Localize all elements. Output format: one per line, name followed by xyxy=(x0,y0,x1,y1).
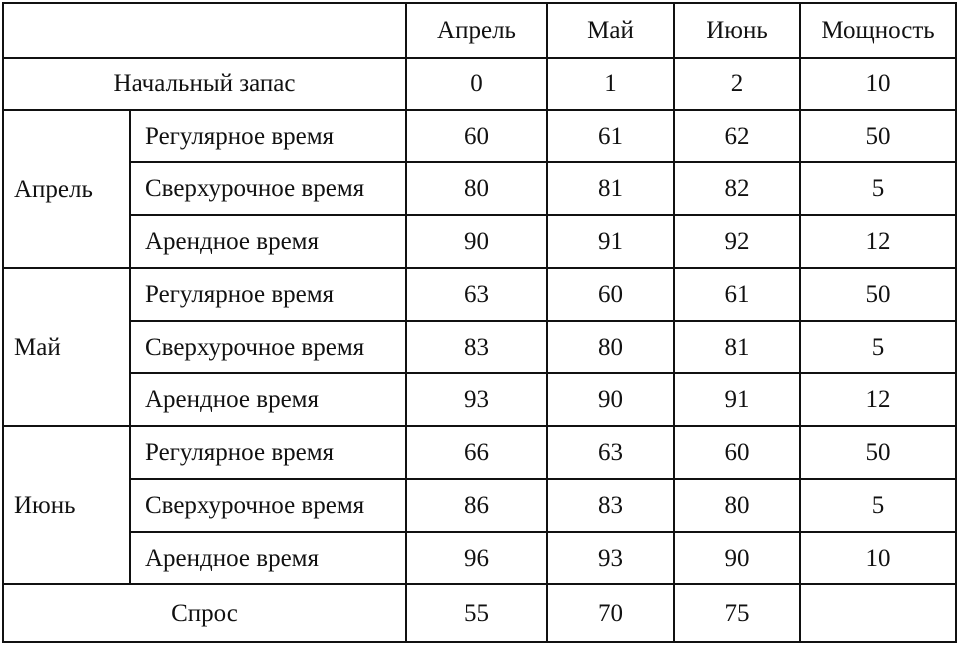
column-header-capacity: Мощность xyxy=(800,3,956,58)
table-cell: 90 xyxy=(674,532,800,584)
table-cell: 70 xyxy=(547,584,674,642)
row-type-label: Арендное время xyxy=(130,532,406,584)
table-cell: 5 xyxy=(800,162,956,214)
table-cell: 1 xyxy=(547,58,674,110)
table-cell: 63 xyxy=(547,426,674,480)
table-cell: 83 xyxy=(406,321,547,373)
initial-stock-row xyxy=(3,58,956,110)
table-cell: 81 xyxy=(547,162,674,214)
table-row xyxy=(3,110,956,162)
table-cell: 90 xyxy=(547,373,674,425)
column-header-may: Май xyxy=(547,3,674,58)
table-cell: 63 xyxy=(406,268,547,320)
table-cell: 5 xyxy=(800,479,956,531)
table-cell xyxy=(800,584,956,642)
table-cell: 2 xyxy=(674,58,800,110)
table-cell: 5 xyxy=(800,321,956,373)
period-label-june: Июнь xyxy=(3,426,130,584)
table-cell: 93 xyxy=(406,373,547,425)
table-cell: 81 xyxy=(674,321,800,373)
table-cell: 80 xyxy=(674,479,800,531)
table-cell: 12 xyxy=(800,215,956,269)
table-cell: 80 xyxy=(406,162,547,214)
transport-cost-table xyxy=(2,2,957,643)
table-cell: 12 xyxy=(800,373,956,425)
table-row xyxy=(3,479,956,531)
column-header-april: Апрель xyxy=(406,3,547,58)
row-type-label: Регулярное время xyxy=(130,110,406,162)
table-cell: 61 xyxy=(674,268,800,320)
table-row xyxy=(3,426,956,480)
table-cell: 93 xyxy=(547,532,674,584)
column-header-june: Июнь xyxy=(674,3,800,58)
table-cell: 60 xyxy=(674,426,800,480)
table-cell: 0 xyxy=(406,58,547,110)
table-row xyxy=(3,321,956,373)
table-row xyxy=(3,215,956,269)
row-type-label: Арендное время xyxy=(130,215,406,269)
row-type-label: Регулярное время xyxy=(130,426,406,480)
table-cell: 62 xyxy=(674,110,800,162)
table-cell: 10 xyxy=(800,58,956,110)
table-cell: 55 xyxy=(406,584,547,642)
table-cell: 90 xyxy=(406,215,547,269)
initial-stock-label: Начальный запас xyxy=(3,58,406,110)
table-cell: 80 xyxy=(547,321,674,373)
period-label-april: Апрель xyxy=(3,110,130,268)
header-corner-cell xyxy=(3,3,406,58)
table-row xyxy=(3,162,956,214)
demand-row xyxy=(3,584,956,642)
demand-label: Спрос xyxy=(3,584,406,642)
table-cell: 92 xyxy=(674,215,800,269)
row-type-label: Сверхурочное время xyxy=(130,162,406,214)
row-type-label: Арендное время xyxy=(130,373,406,425)
table-cell: 75 xyxy=(674,584,800,642)
table-row xyxy=(3,268,956,320)
table-cell: 50 xyxy=(800,426,956,480)
period-label-may: Май xyxy=(3,268,130,425)
table-cell: 60 xyxy=(547,268,674,320)
table-cell: 82 xyxy=(674,162,800,214)
table-cell: 10 xyxy=(800,532,956,584)
row-type-label: Сверхурочное время xyxy=(130,479,406,531)
table-cell: 91 xyxy=(674,373,800,425)
table-cell: 60 xyxy=(406,110,547,162)
table-cell: 50 xyxy=(800,110,956,162)
table-cell: 66 xyxy=(406,426,547,480)
header-row xyxy=(3,3,956,58)
table-row xyxy=(3,532,956,584)
table-cell: 61 xyxy=(547,110,674,162)
table-cell: 50 xyxy=(800,268,956,320)
table-cell: 86 xyxy=(406,479,547,531)
row-type-label: Сверхурочное время xyxy=(130,321,406,373)
table-row xyxy=(3,373,956,425)
table-cell: 96 xyxy=(406,532,547,584)
table-cell: 91 xyxy=(547,215,674,269)
table-cell: 83 xyxy=(547,479,674,531)
row-type-label: Регулярное время xyxy=(130,268,406,320)
